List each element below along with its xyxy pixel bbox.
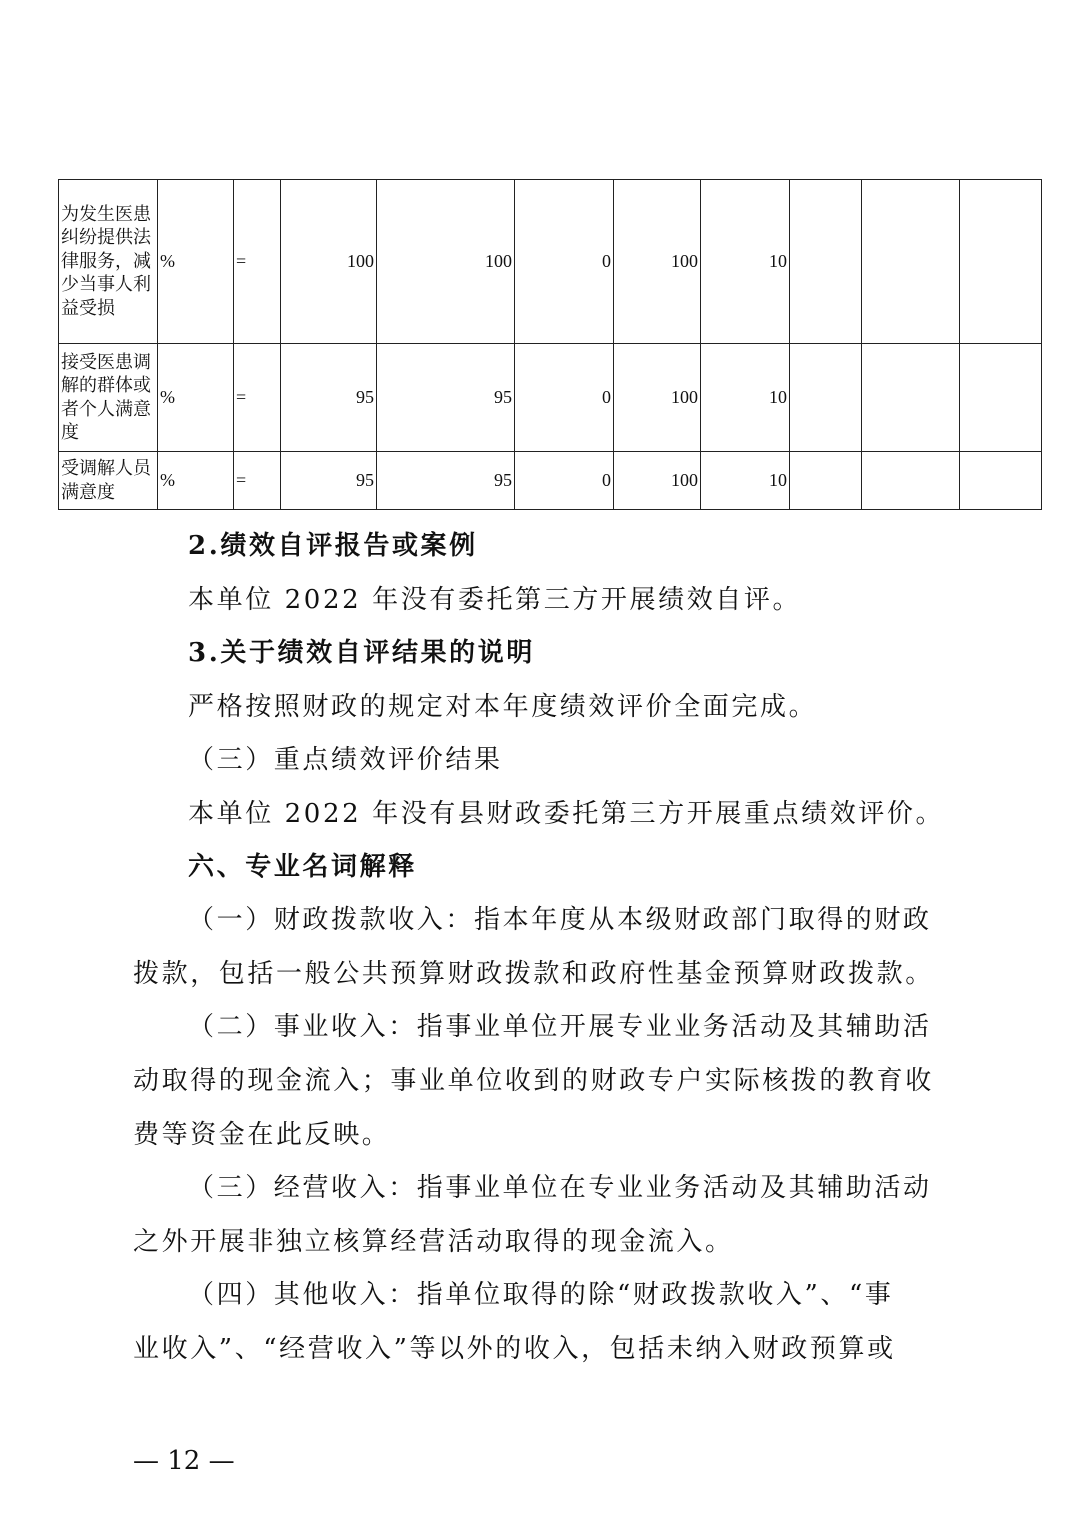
- full-score-value: 100: [614, 180, 701, 344]
- paragraph: 本单位 2022 年没有委托第三方开展绩效自评。: [188, 585, 802, 615]
- paragraph: 本单位 2022 年没有县财政委托第三方开展重点绩效评价。: [188, 799, 945, 829]
- target-value: 95: [281, 452, 377, 510]
- empty-cell: [862, 180, 960, 344]
- empty-cell: [790, 452, 862, 510]
- paragraph-line: （一）财政拨款收入：指本年度从本级财政部门取得的财政: [188, 905, 932, 935]
- paragraph-line: （四）其他收入：指单位取得的除“财政拨款收入”、“事: [188, 1280, 894, 1310]
- indicator-name: 为发生医患纠纷提供法律服务，减少当事人利益受损: [59, 180, 158, 344]
- deviation-value: 0: [515, 180, 614, 344]
- unit-cell: %: [158, 452, 234, 510]
- empty-cell: [790, 180, 862, 344]
- deviation-value: 0: [515, 344, 614, 452]
- paragraph-line: （三）经营收入：指事业单位在专业业务活动及其辅助活动: [188, 1173, 932, 1203]
- paragraph-line: 之外开展非独立核算经营活动取得的现金流入。: [133, 1227, 734, 1257]
- operator-cell: =: [234, 344, 281, 452]
- unit-cell: %: [158, 344, 234, 452]
- performance-table: [58, 179, 1042, 510]
- empty-cell: [960, 180, 1042, 344]
- paragraph-line: 拨款，包括一般公共预算财政拨款和政府性基金预算财政拨款。: [133, 959, 934, 989]
- actual-value: 95: [377, 344, 515, 452]
- heading-glossary: 六、专业名词解释: [188, 852, 417, 882]
- paragraph-line: （二）事业收入：指事业单位开展专业业务活动及其辅助活: [188, 1012, 932, 1042]
- actual-value: 100: [377, 180, 515, 344]
- empty-cell: [790, 344, 862, 452]
- heading-result-explanation: 3.关于绩效自评结果的说明: [188, 638, 535, 668]
- score-value: 10: [701, 180, 790, 344]
- empty-cell: [862, 452, 960, 510]
- table-row: [59, 344, 1042, 452]
- heading-self-evaluation-report: 2.绩效自评报告或案例: [188, 531, 478, 561]
- paragraph-line: 业收入”、“经营收入”等以外的收入，包括未纳入财政预算或: [133, 1334, 896, 1364]
- indicator-name: 接受医患调解的群体或者个人满意度: [59, 344, 158, 452]
- table-row: [59, 452, 1042, 510]
- paragraph: 严格按照财政的规定对本年度绩效评价全面完成。: [188, 692, 818, 722]
- paragraph-line: 动取得的现金流入；事业单位收到的财政专户实际核拨的教育收: [133, 1066, 934, 1096]
- full-score-value: 100: [614, 344, 701, 452]
- table-row: [59, 180, 1042, 344]
- paragraph-line: 费等资金在此反映。: [133, 1120, 391, 1150]
- indicator-name: 受调解人员满意度: [59, 452, 158, 510]
- operator-cell: =: [234, 180, 281, 344]
- deviation-value: 0: [515, 452, 614, 510]
- page-number: — 12 —: [133, 1446, 235, 1476]
- full-score-value: 100: [614, 452, 701, 510]
- empty-cell: [862, 344, 960, 452]
- heading-key-evaluation: （三）重点绩效评价结果: [188, 745, 503, 775]
- empty-cell: [960, 344, 1042, 452]
- empty-cell: [960, 452, 1042, 510]
- target-value: 95: [281, 344, 377, 452]
- target-value: 100: [281, 180, 377, 344]
- actual-value: 95: [377, 452, 515, 510]
- score-value: 10: [701, 344, 790, 452]
- score-value: 10: [701, 452, 790, 510]
- unit-cell: %: [158, 180, 234, 344]
- operator-cell: =: [234, 452, 281, 510]
